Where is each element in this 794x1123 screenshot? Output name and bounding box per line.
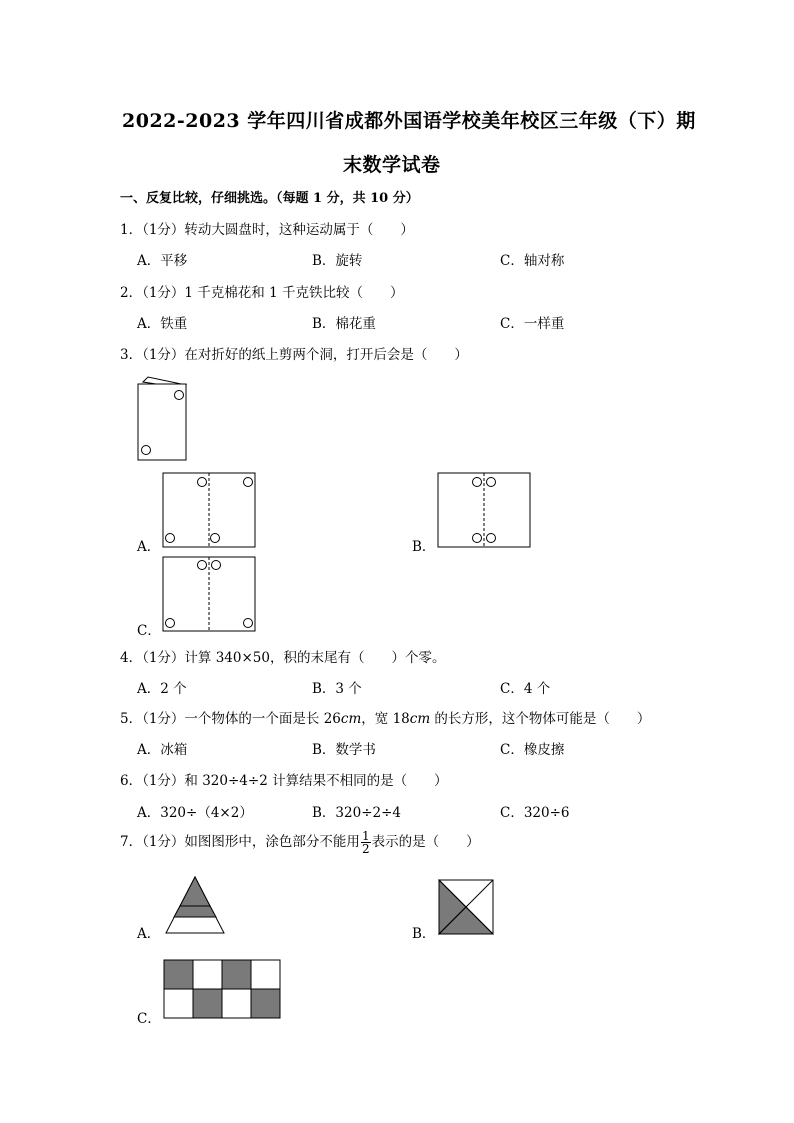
q7-option-a-triangle-figure [164, 876, 226, 934]
question-4: 4．（1分）计算 340×50，积的末尾有（ ）个零。 [120, 650, 446, 666]
q1-option-c: C．轴对称 [500, 253, 565, 269]
q5-option-c: C．橡皮擦 [500, 742, 565, 758]
page-title-line-1: 2022-2023 学年四川省成都外国语学校美年校区三年级（下）期 [122, 110, 696, 132]
q7-option-c-grid-figure [163, 959, 281, 1019]
q3-option-a-figure [162, 472, 256, 548]
q4-option-b: B．3 个 [312, 681, 362, 697]
q6-option-a: A．320÷（4×2） [137, 805, 253, 821]
q2-option-a: A．铁重 [137, 316, 188, 332]
q4-option-c: C．4 个 [500, 681, 551, 697]
question-1: 1．（1分）转动大圆盘时，这种运动属于（ ） [120, 222, 414, 238]
question-3: 3．（1分）在对折好的纸上剪两个洞，打开后会是（ ） [120, 347, 468, 363]
q6-option-b: B．320÷2÷4 [312, 805, 401, 821]
q7-option-b-square-figure [438, 879, 494, 935]
q5-option-a: A．冰箱 [137, 742, 188, 758]
question-5: 5．（1分）一个物体的一个面是长 26cm，宽 18cm 的长方形，这个物体可能是（ ） [120, 711, 651, 727]
q7-option-c-label: C． [137, 1011, 161, 1027]
question-2: 2．（1分）1 千克棉花和 1 千克铁比较（ ） [120, 285, 404, 301]
question-7: 7．（1分）如图图形中，涂色部分不能用 $\frac{1}{2}$ 表示的是（ ） [120, 829, 480, 856]
question-6: 6．（1分）和 320÷4÷2 计算结果不相同的是（ ） [120, 773, 448, 789]
q3-option-b-figure [437, 472, 531, 548]
q3-option-a-label: A． [137, 539, 161, 555]
q7-option-b-label: B． [412, 926, 436, 942]
q3-option-c-label: C． [137, 623, 161, 639]
q7-option-a-label: A． [137, 926, 161, 942]
page-title-line-2: 末数学试卷 [343, 154, 441, 176]
section-heading: 一、反复比较，仔细挑选。（每题 1 分，共 10 分） [120, 191, 419, 206]
fraction-one-half: $\frac{1}{2}$ [361, 829, 370, 856]
q5-option-b: B．数学书 [312, 742, 376, 758]
q3-option-c-figure [162, 556, 256, 632]
q1-option-a: A．平移 [137, 253, 188, 269]
q4-option-a: A．2 个 [137, 681, 187, 697]
q1-option-b: B．旋转 [312, 253, 363, 269]
q2-option-c: C．一样重 [500, 316, 565, 332]
q6-option-c: C．320÷6 [500, 805, 570, 821]
q3-option-b-label: B． [412, 539, 436, 555]
folded-paper-figure [136, 375, 191, 463]
q2-option-b: B．棉花重 [312, 316, 376, 332]
